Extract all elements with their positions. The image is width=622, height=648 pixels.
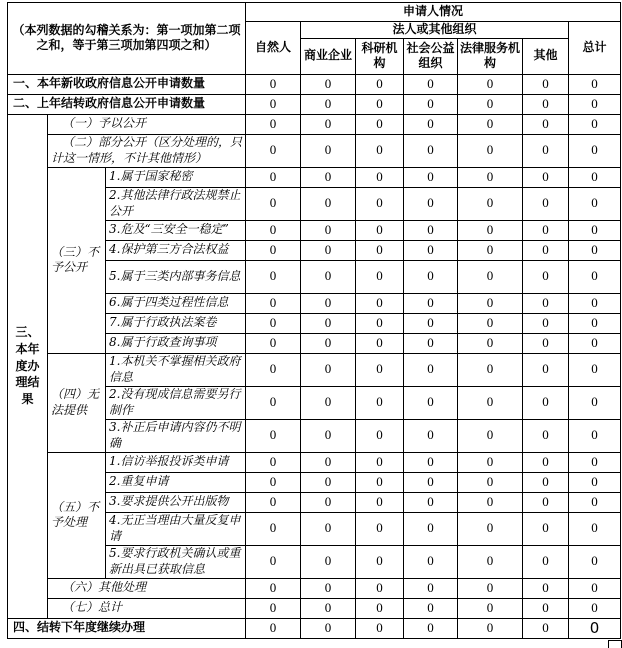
value-cell: 0 xyxy=(458,313,523,333)
value-cell: 0 xyxy=(523,452,569,472)
value-cell: 0 xyxy=(246,578,301,598)
row-label-needs-production: 2.没有现成信息需要另行制作 xyxy=(106,386,246,419)
value-cell: 0 xyxy=(458,618,523,638)
value-cell: 0 xyxy=(458,74,523,94)
value-cell: 0 xyxy=(523,220,569,240)
row-label-third-party-rights: 4.保护第三方合法权益 xyxy=(106,240,246,260)
table-row xyxy=(8,3,621,22)
value-cell: 0 xyxy=(569,545,621,578)
value-cell: 0 xyxy=(569,598,621,618)
row-label-disclosed: （一）予以公开 xyxy=(48,114,246,134)
header-public-welfare-org: 社会公益组织 xyxy=(404,38,458,74)
row-label-confirm-reissue: 5.要求行政机关确认或重新出具已获取信息 xyxy=(106,545,246,578)
row-label-new-applications: 一、本年新收政府信息公开申请数量 xyxy=(8,74,246,94)
table-row xyxy=(8,114,621,134)
header-total: 总计 xyxy=(569,22,621,75)
value-cell: 0 xyxy=(356,187,404,220)
value-cell: 0 xyxy=(569,74,621,94)
row-label-carried-over: 二、上年结转政府信息公开申请数量 xyxy=(8,94,246,114)
value-cell: 0 xyxy=(301,240,356,260)
row-label-repeated-application: 2.重复申请 xyxy=(106,472,246,492)
value-cell: 0 xyxy=(458,452,523,472)
value-cell: 0 xyxy=(458,419,523,452)
value-cell: 0 xyxy=(301,94,356,114)
value-cell: 0 xyxy=(458,353,523,386)
value-cell: 0 xyxy=(569,419,621,452)
row-label-public-publications: 3.要求提供公开出版物 xyxy=(106,492,246,512)
group-label-not-processed: （五）不予处理 xyxy=(48,452,106,578)
value-cell: 0 xyxy=(404,618,458,638)
value-cell: 0 xyxy=(569,618,621,638)
value-cell: 0 xyxy=(246,94,301,114)
row-label-carry-to-next-year: 四、结转下年度继续办理 xyxy=(8,618,246,638)
value-cell: 0 xyxy=(569,578,621,598)
value-cell: 0 xyxy=(301,512,356,545)
value-cell: 0 xyxy=(404,578,458,598)
value-cell: 0 xyxy=(458,114,523,134)
value-cell: 0 xyxy=(356,134,404,167)
value-cell: 0 xyxy=(404,187,458,220)
header-legal-org-group: 法人或其他组织 xyxy=(301,22,569,39)
value-cell: 0 xyxy=(458,472,523,492)
value-cell: 0 xyxy=(301,618,356,638)
value-cell: 0 xyxy=(246,134,301,167)
value-cell: 0 xyxy=(569,492,621,512)
value-cell: 0 xyxy=(523,472,569,492)
value-cell: 0 xyxy=(523,74,569,94)
value-cell: 0 xyxy=(301,313,356,333)
row-label-internal-affairs: 5.属于三类内部事务信息 xyxy=(106,260,246,293)
value-cell: 0 xyxy=(404,260,458,293)
value-cell: 0 xyxy=(523,578,569,598)
value-cell: 0 xyxy=(246,74,301,94)
disclosure-table xyxy=(7,2,621,639)
value-cell: 0 xyxy=(458,578,523,598)
value-cell: 0 xyxy=(523,419,569,452)
value-cell: 0 xyxy=(523,386,569,419)
value-cell: 0 xyxy=(301,167,356,187)
value-cell: 0 xyxy=(246,419,301,452)
value-cell: 0 xyxy=(246,452,301,472)
value-cell: 0 xyxy=(301,492,356,512)
value-cell: 0 xyxy=(356,333,404,353)
value-cell: 0 xyxy=(356,353,404,386)
table-row xyxy=(8,578,621,598)
row-label-partially-disclosed: （二）部分公开（区分处理的，只计这一情形，不计其他情形） xyxy=(48,134,246,167)
value-cell: 0 xyxy=(458,492,523,512)
value-cell: 0 xyxy=(523,260,569,293)
value-cell: 0 xyxy=(356,240,404,260)
value-cell: 0 xyxy=(569,220,621,240)
value-cell: 0 xyxy=(523,94,569,114)
value-cell: 0 xyxy=(404,472,458,492)
value-cell: 0 xyxy=(569,333,621,353)
value-cell: 0 xyxy=(569,472,621,492)
row-label-still-unclear: 3.补正后申请内容仍不明确 xyxy=(106,419,246,452)
table-row xyxy=(8,452,621,472)
value-cell: 0 xyxy=(404,419,458,452)
header-research-institution: 科研机构 xyxy=(356,38,404,74)
value-cell: 0 xyxy=(356,472,404,492)
value-cell: 0 xyxy=(356,452,404,472)
row-label-other-processing: （六）其他处理 xyxy=(48,578,246,598)
value-cell: 0 xyxy=(301,220,356,240)
value-cell: 0 xyxy=(301,260,356,293)
value-cell: 0 xyxy=(404,167,458,187)
value-cell: 0 xyxy=(404,94,458,114)
value-cell: 0 xyxy=(523,187,569,220)
value-cell: 0 xyxy=(523,293,569,313)
value-cell: 0 xyxy=(569,313,621,333)
value-cell: 0 xyxy=(356,419,404,452)
value-cell: 0 xyxy=(404,452,458,472)
row-label-admin-inquiry: 8.属于行政查询事项 xyxy=(106,333,246,353)
header-natural-person: 自然人 xyxy=(246,22,301,75)
value-cell: 0 xyxy=(523,313,569,333)
value-cell: 0 xyxy=(246,353,301,386)
value-cell: 0 xyxy=(301,419,356,452)
value-cell: 0 xyxy=(356,598,404,618)
value-cell: 0 xyxy=(404,353,458,386)
value-cell: 0 xyxy=(404,313,458,333)
value-cell: 0 xyxy=(523,492,569,512)
row-label-state-secret: 1.属于国家秘密 xyxy=(106,167,246,187)
value-cell: 0 xyxy=(523,240,569,260)
header-other-org: 其他 xyxy=(523,38,569,74)
value-cell: 0 xyxy=(458,333,523,353)
value-cell: 0 xyxy=(246,545,301,578)
value-cell: 0 xyxy=(569,293,621,313)
value-cell: 0 xyxy=(356,260,404,293)
table-row xyxy=(8,94,621,114)
value-cell: 0 xyxy=(301,386,356,419)
value-cell: 0 xyxy=(301,134,356,167)
value-cell: 0 xyxy=(458,293,523,313)
table-row xyxy=(8,74,621,94)
value-cell: 0 xyxy=(404,598,458,618)
value-cell: 0 xyxy=(356,313,404,333)
value-cell: 0 xyxy=(301,598,356,618)
value-cell: 0 xyxy=(458,167,523,187)
value-cell: 0 xyxy=(301,293,356,313)
value-cell: 0 xyxy=(404,386,458,419)
value-cell: 0 xyxy=(404,293,458,313)
table-row xyxy=(8,618,621,638)
value-cell: 0 xyxy=(404,134,458,167)
value-cell: 0 xyxy=(246,187,301,220)
table-resize-handle-icon[interactable] xyxy=(608,640,622,648)
value-cell: 0 xyxy=(246,114,301,134)
value-cell: 0 xyxy=(569,94,621,114)
value-cell: 0 xyxy=(356,386,404,419)
value-cell: 0 xyxy=(458,545,523,578)
row-label-subtotal: （七）总计 xyxy=(48,598,246,618)
table-row xyxy=(8,598,621,618)
value-cell: 0 xyxy=(356,94,404,114)
value-cell: 0 xyxy=(246,220,301,240)
value-cell: 0 xyxy=(301,545,356,578)
value-cell: 0 xyxy=(523,618,569,638)
value-cell: 0 xyxy=(356,167,404,187)
value-cell: 0 xyxy=(569,260,621,293)
value-cell: 0 xyxy=(301,578,356,598)
value-cell: 0 xyxy=(301,74,356,94)
value-cell: 0 xyxy=(523,134,569,167)
table-row xyxy=(8,353,621,386)
value-cell: 0 xyxy=(569,452,621,472)
value-cell: 0 xyxy=(569,114,621,134)
value-cell: 0 xyxy=(404,74,458,94)
value-cell: 0 xyxy=(458,240,523,260)
value-cell: 0 xyxy=(246,260,301,293)
value-cell: 0 xyxy=(569,512,621,545)
value-cell: 0 xyxy=(458,386,523,419)
row-label-enforcement-files: 7.属于行政执法案卷 xyxy=(106,313,246,333)
value-cell: 0 xyxy=(246,512,301,545)
row-label-not-held: 1.本机关不掌握相关政府信息 xyxy=(106,353,246,386)
value-cell: 0 xyxy=(404,240,458,260)
value-cell: 0 xyxy=(523,545,569,578)
value-cell: 0 xyxy=(356,74,404,94)
value-cell: 0 xyxy=(301,114,356,134)
value-cell: 0 xyxy=(246,618,301,638)
value-cell: 0 xyxy=(523,167,569,187)
row-label-mass-repeat: 4.无正当理由大量反复申请 xyxy=(106,512,246,545)
value-cell: 0 xyxy=(356,293,404,313)
row-label-process-info: 6.属于四类过程性信息 xyxy=(106,293,246,313)
value-cell: 0 xyxy=(523,114,569,134)
row-label-petition-complaint: 1.信访举报投诉类申请 xyxy=(106,452,246,472)
value-cell: 0 xyxy=(404,492,458,512)
value-cell: 0 xyxy=(458,512,523,545)
value-cell: 0 xyxy=(404,545,458,578)
value-cell: 0 xyxy=(246,240,301,260)
value-cell: 0 xyxy=(569,240,621,260)
value-cell: 0 xyxy=(246,313,301,333)
value-cell: 0 xyxy=(301,187,356,220)
value-cell: 0 xyxy=(404,333,458,353)
header-legal-service-org: 法律服务机构 xyxy=(458,38,523,74)
value-cell: 0 xyxy=(404,512,458,545)
value-cell: 0 xyxy=(569,187,621,220)
header-commercial-enterprise: 商业企业 xyxy=(301,38,356,74)
group-label-unable-provide: （四）无法提供 xyxy=(48,353,106,452)
header-applicant-situation: 申请人情况 xyxy=(246,3,621,22)
group-label-not-disclosed: （三）不予公开 xyxy=(48,167,106,353)
value-cell: 0 xyxy=(246,492,301,512)
value-cell: 0 xyxy=(404,114,458,134)
value-cell: 0 xyxy=(458,187,523,220)
value-cell: 0 xyxy=(569,386,621,419)
value-cell: 0 xyxy=(301,472,356,492)
value-cell: 0 xyxy=(458,220,523,240)
value-cell: 0 xyxy=(458,134,523,167)
value-cell: 0 xyxy=(246,386,301,419)
value-cell: 0 xyxy=(523,353,569,386)
value-cell: 0 xyxy=(356,545,404,578)
value-cell: 0 xyxy=(356,512,404,545)
check-relation-note: （本列数据的勾稽关系为：第一项加第二项之和，等于第三项加第四项之和） xyxy=(8,3,246,75)
value-cell: 0 xyxy=(569,353,621,386)
value-cell: 0 xyxy=(458,598,523,618)
value-cell: 0 xyxy=(301,452,356,472)
value-cell: 0 xyxy=(246,293,301,313)
value-cell: 0 xyxy=(356,492,404,512)
value-cell: 0 xyxy=(569,167,621,187)
value-cell: 0 xyxy=(246,167,301,187)
value-cell: 0 xyxy=(246,472,301,492)
row-label-law-prohibited: 2.其他法律行政法规禁止公开 xyxy=(106,187,246,220)
table-row xyxy=(8,134,621,167)
value-cell: 0 xyxy=(356,618,404,638)
value-cell: 0 xyxy=(356,114,404,134)
value-cell: 0 xyxy=(246,333,301,353)
value-cell: 0 xyxy=(356,578,404,598)
value-cell: 0 xyxy=(523,333,569,353)
value-cell: 0 xyxy=(458,94,523,114)
value-cell: 0 xyxy=(356,220,404,240)
value-cell: 0 xyxy=(301,333,356,353)
group-label-year-result: 三、本年度办理结果 xyxy=(8,114,48,618)
value-cell: 0 xyxy=(301,353,356,386)
value-cell: 0 xyxy=(246,598,301,618)
value-cell: 0 xyxy=(569,134,621,167)
value-cell: 0 xyxy=(523,512,569,545)
table-row xyxy=(8,167,621,187)
value-cell: 0 xyxy=(523,598,569,618)
row-label-endanger-safety: 3.危及“三安全一稳定” xyxy=(106,220,246,240)
value-cell: 0 xyxy=(404,220,458,240)
value-cell: 0 xyxy=(458,260,523,293)
